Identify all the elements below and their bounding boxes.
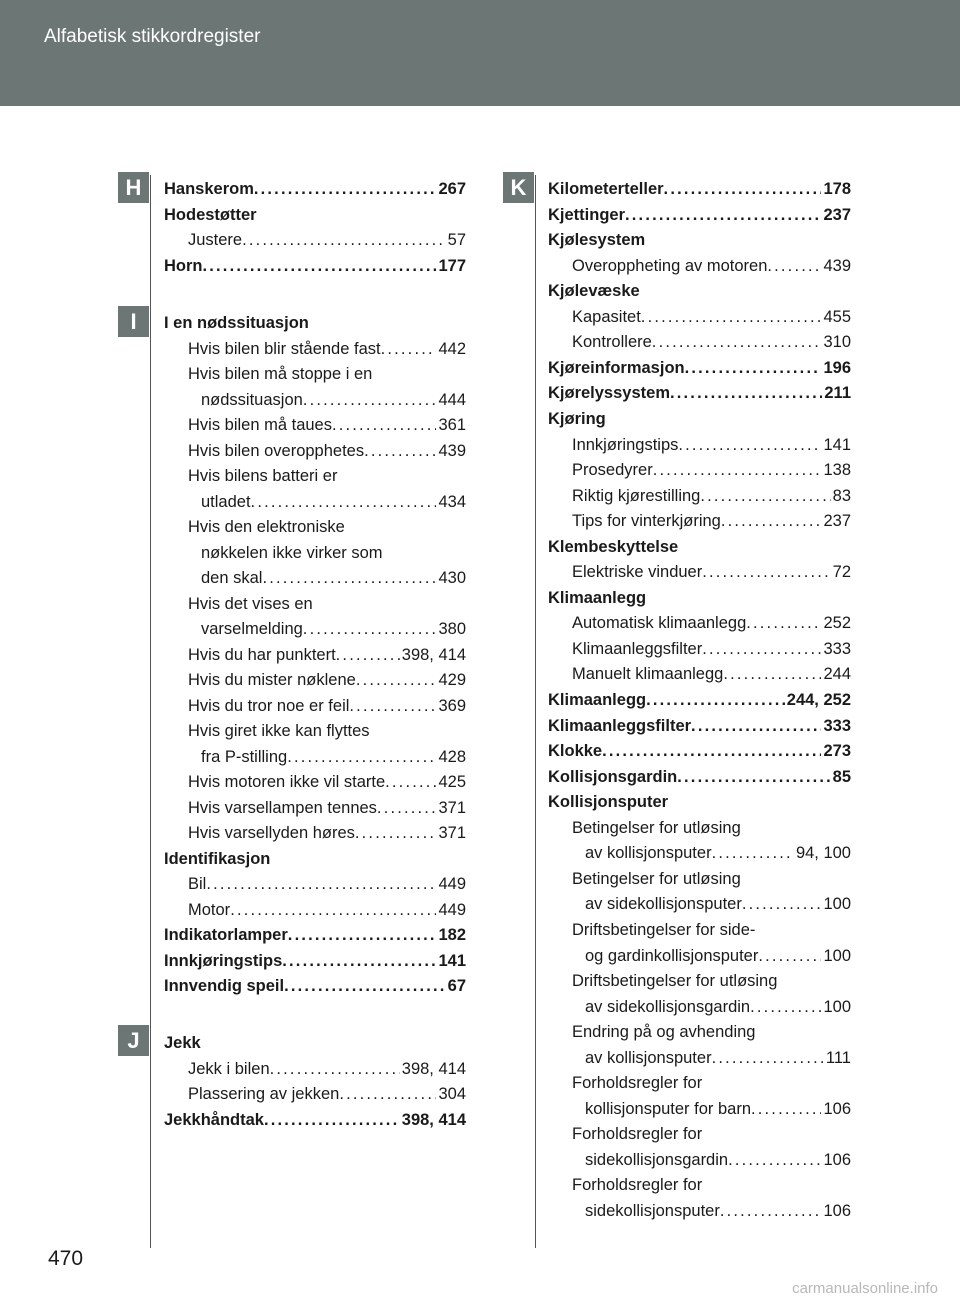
index-entry-label: Driftsbetingelser for side-: [572, 920, 756, 939]
index-entry-label: sidekollisjonsputer: [585, 1202, 720, 1220]
index-entry: [188, 821, 466, 847]
index-entry: [188, 872, 466, 898]
index-entry: [572, 305, 851, 331]
dot-leader: [720, 1199, 822, 1225]
index-entry: [585, 995, 851, 1021]
index-entry-label: Justere: [188, 231, 243, 249]
index-entry-label: Kjettinger: [548, 205, 626, 224]
dot-leader: [264, 1108, 400, 1134]
index-entry-label: Elektriske vinduer: [572, 563, 703, 582]
index-entry-page: 138: [823, 461, 851, 480]
index-entry: [188, 643, 466, 669]
index-entry: [572, 509, 851, 535]
dot-leader: [339, 1082, 436, 1108]
index-entry-label: Kollisjonsputer: [548, 793, 669, 812]
index-entry-page: 442: [438, 340, 466, 358]
index-entry-label: Forholdsregler for: [572, 1074, 703, 1093]
index-entry: [188, 228, 466, 254]
index-entry: [164, 847, 466, 873]
dot-leader: [251, 490, 437, 516]
index-entry-label: Klembeskyttelse: [548, 537, 679, 556]
index-entry: [548, 765, 851, 791]
dot-leader: [602, 739, 821, 765]
dot-leader: [767, 254, 821, 280]
index-entry-label: Klimaanleggsfilter: [572, 639, 703, 658]
index-entry: [164, 177, 466, 203]
index-entry-label: Bil: [188, 875, 207, 893]
dot-leader: [685, 356, 822, 382]
index-entry: [164, 1108, 466, 1134]
index-entry-label: Automatisk klimaanlegg: [572, 614, 747, 633]
index-entry: [548, 714, 851, 740]
dot-leader: [242, 228, 446, 254]
index-entry: [572, 1020, 851, 1046]
index-entry: [585, 1199, 851, 1225]
index-entry-page: 449: [438, 901, 466, 919]
dot-leader: [287, 745, 436, 771]
index-entry-label: Kjølevæske: [548, 282, 640, 301]
dot-leader: [303, 388, 437, 414]
index-entry: [201, 490, 466, 516]
dot-leader: [758, 944, 821, 970]
index-entry-label: av sidekollisjonsgardin: [585, 997, 751, 1016]
index-entry: [572, 254, 851, 280]
dot-leader: [364, 439, 436, 465]
index-entry-label: Hvis du mister nøklene: [188, 671, 356, 689]
index-entry-label: av kollisjonsputer: [585, 1048, 712, 1067]
index-entry-label: Kjøring: [548, 409, 606, 428]
index-entry-page: 273: [823, 742, 851, 761]
dot-leader: [377, 796, 437, 822]
index-entry-page: 398, 414: [401, 1111, 466, 1129]
index-entry-label: Kjørelyssystem: [548, 384, 670, 403]
index-entry-label: Hvis giret ikke kan flyttes: [188, 722, 370, 740]
index-entry: [585, 892, 851, 918]
index-entry-label: Betingelser for utløsing: [572, 818, 741, 837]
index-entry-label: Kjølesystem: [548, 231, 646, 250]
index-entry-page: 94, 100: [795, 844, 851, 863]
dot-leader: [712, 841, 794, 867]
index-entry-page: 182: [438, 926, 466, 944]
index-entry-label: Identifikasjon: [164, 850, 271, 868]
index-entry-page: 237: [823, 512, 851, 531]
index-entry-label: Hvis bilens batteri er: [188, 467, 338, 485]
index-entry-label: nødssituasjon: [201, 391, 303, 409]
index-entry-label: Kjøreinformasjon: [548, 358, 685, 377]
header-bar: [0, 0, 960, 106]
index-entry-label: fra P-stilling: [201, 748, 288, 766]
index-entry-page: 244, 252: [786, 691, 851, 709]
index-entry-label: Hvis bilen må stoppe i en: [188, 365, 373, 383]
index-entry: [572, 662, 851, 688]
index-entry-page: 439: [438, 442, 466, 460]
index-entry-page: 398, 414: [401, 646, 466, 664]
dot-leader: [670, 381, 822, 407]
index-entry: [188, 592, 466, 618]
dot-leader: [203, 254, 437, 280]
index-entry-label: Prosedyrer: [572, 461, 653, 480]
index-entry-label: Jekkhåndtak: [164, 1111, 264, 1129]
index-entry: [201, 541, 466, 567]
index-entry: [188, 413, 466, 439]
index-entry-label: Plassering av jekken: [188, 1085, 340, 1103]
index-entry-page: 83: [832, 486, 851, 505]
index-entry-page: 67: [447, 977, 466, 995]
index-entry-label: den skal: [201, 569, 263, 587]
index-entry-label: av sidekollisjonsputer: [585, 895, 742, 914]
index-entry-page: 141: [438, 952, 466, 970]
letter-tab-j: J: [118, 1025, 149, 1056]
index-entry-label: Hvis du har punktert: [188, 646, 336, 664]
index-entry-page: 371: [438, 824, 466, 842]
index-entry-page: 333: [823, 639, 851, 658]
index-entry-label: Endring på og avhending: [572, 1023, 756, 1042]
index-entry: [548, 790, 851, 816]
index-entry: [572, 918, 851, 944]
index-entry-label: Driftsbetingelser for utløsing: [572, 972, 778, 991]
index-entry: [188, 337, 466, 363]
index-entry: [585, 1148, 851, 1174]
page-number: 470: [48, 1247, 84, 1270]
index-entry: [164, 923, 466, 949]
index-entry: [585, 944, 851, 970]
index-entry-label: varselmelding: [201, 620, 303, 638]
index-entry-label: Horn: [164, 257, 203, 275]
index-entry-label: Innkjøringstips: [164, 952, 283, 970]
index-entry: [572, 484, 851, 510]
index-entry-page: 196: [823, 358, 851, 377]
index-entry: [548, 407, 851, 433]
index-entry: [585, 841, 851, 867]
index-entry: [572, 1122, 851, 1148]
index-entry: [188, 668, 466, 694]
dot-leader: [284, 974, 446, 1000]
index-entry-page: 371: [438, 799, 466, 817]
index-entry-label: Motor: [188, 901, 231, 919]
index-entry-page: 455: [823, 307, 851, 326]
dot-leader: [385, 770, 436, 796]
index-entry-label: Klokke: [548, 742, 603, 761]
dot-leader: [270, 1057, 400, 1083]
dot-leader: [702, 560, 830, 586]
index-entry-page: 252: [823, 614, 851, 633]
index-entry-label: Overoppheting av motoren: [572, 256, 768, 275]
index-entry: [164, 1031, 466, 1057]
dot-leader: [652, 330, 822, 356]
dot-leader: [336, 643, 400, 669]
index-entry: [201, 617, 466, 643]
index-entry: [572, 433, 851, 459]
index-entry: [188, 898, 466, 924]
index-entry-label: Hvis den elektroniske: [188, 518, 345, 536]
index-entry: [188, 1057, 466, 1083]
index-entry-label: Manuelt klimaanlegg: [572, 665, 724, 684]
index-entry-page: 429: [438, 671, 466, 689]
index-entry-page: 178: [823, 180, 851, 198]
index-entry-page: 428: [438, 748, 466, 766]
index-entry: [572, 816, 851, 842]
index-entry-label: Kilometerteller: [548, 180, 664, 198]
dot-leader: [381, 337, 437, 363]
index-entry-label: Hvis varsellampen tennes: [188, 799, 377, 817]
column-rule-right: [535, 175, 536, 1248]
index-entry: [164, 203, 466, 229]
index-entry: [548, 739, 851, 765]
index-entry: [572, 969, 851, 995]
index-entry-page: 237: [823, 205, 851, 224]
index-entry-page: 72: [832, 563, 851, 582]
index-entry-page: 267: [438, 180, 466, 198]
index-entry: [548, 535, 851, 561]
index-entry-label: Kontrollere: [572, 333, 652, 352]
index-entry-page: 430: [438, 569, 466, 587]
dot-leader: [677, 765, 830, 791]
index-entry-page: 398, 414: [401, 1060, 466, 1078]
index-entry-label: nøkkelen ikke virker som: [201, 544, 383, 562]
index-entry-label: og gardinkollisjonsputer: [585, 946, 759, 965]
index-entry-label: Riktig kjørestilling: [572, 486, 701, 505]
dot-leader: [700, 484, 830, 510]
dot-leader: [288, 923, 437, 949]
dot-leader: [206, 872, 436, 898]
dot-leader: [653, 458, 822, 484]
index-entry: [201, 388, 466, 414]
index-entry-label: Hvis du tror noe er feil: [188, 697, 350, 715]
index-entry-label: Klimaanlegg: [548, 691, 647, 709]
index-entry-page: 100: [823, 997, 851, 1016]
index-entry-page: 304: [438, 1085, 466, 1103]
index-entry-label: sidekollisjonsgardin: [585, 1150, 729, 1169]
index-entry-label: Hvis det vises en: [188, 595, 313, 613]
index-entry-label: Hvis bilen må taues: [188, 416, 332, 434]
dot-leader: [742, 892, 822, 918]
index-entry: [572, 611, 851, 637]
watermark: carmanualsonline.info: [792, 1280, 938, 1297]
index-entry: [548, 356, 851, 382]
dot-leader: [712, 1046, 824, 1072]
index-entry-label: Hvis motoren ikke vil starte: [188, 773, 386, 791]
dot-leader: [746, 611, 821, 637]
index-entry: [548, 177, 851, 203]
index-entry: [188, 464, 466, 490]
dot-leader: [702, 637, 821, 663]
index-entry-label: Hvis bilen blir stående fast: [188, 340, 381, 358]
index-entry-page: 444: [438, 391, 466, 409]
index-entry-label: kollisjonsputer for barn: [585, 1099, 751, 1118]
dot-leader: [728, 1148, 821, 1174]
dot-leader: [721, 509, 822, 535]
index-entry-page: 244: [823, 665, 851, 684]
index-entry-page: 449: [438, 875, 466, 893]
index-entry-label: Klimaanleggsfilter: [548, 716, 692, 735]
column-rule-left: [150, 175, 151, 1248]
index-entry: [188, 362, 466, 388]
letter-tab-h: H: [118, 172, 149, 203]
dot-leader: [691, 714, 821, 740]
index-entry-label: Jekk i bilen: [188, 1060, 270, 1078]
index-entry: [548, 279, 851, 305]
index-entry-page: 439: [823, 256, 851, 275]
index-entry: [188, 1082, 466, 1108]
index-entry-page: 141: [823, 435, 851, 454]
index-entry-label: Tips for vinterkjøring: [572, 512, 721, 531]
dot-leader: [332, 413, 436, 439]
index-entry: [164, 311, 466, 337]
index-entry: [188, 515, 466, 541]
index-entry: [548, 381, 851, 407]
dot-leader: [751, 1097, 821, 1123]
index-entry: [572, 1173, 851, 1199]
index-entry: [548, 586, 851, 612]
index-entry: [201, 745, 466, 771]
dot-leader: [723, 662, 821, 688]
dot-leader: [356, 668, 437, 694]
index-entry-label: Innvendig speil: [164, 977, 285, 995]
index-entry: [572, 458, 851, 484]
index-entry: [188, 719, 466, 745]
index-entry-page: 100: [823, 946, 851, 965]
index-entry-page: 211: [824, 384, 851, 403]
index-entry: [572, 637, 851, 663]
index-entry: [548, 228, 851, 254]
dot-leader: [282, 949, 436, 975]
index-entry-label: Hanskerom: [164, 180, 254, 198]
index-entry-label: Innkjøringstips: [572, 435, 679, 454]
dot-leader: [664, 177, 822, 203]
index-entry: [201, 566, 466, 592]
index-entry-page: 85: [832, 767, 851, 786]
dot-leader: [646, 688, 785, 714]
index-entry: [585, 1046, 851, 1072]
dot-leader: [641, 305, 822, 331]
index-entry: [164, 974, 466, 1000]
index-entry-page: 106: [823, 1099, 851, 1118]
dot-leader: [230, 898, 436, 924]
index-entry: [164, 254, 466, 280]
index-entry: [548, 203, 851, 229]
dot-leader: [625, 203, 821, 229]
letter-tab-k: K: [503, 172, 534, 203]
index-entry-label: Indikatorlamper: [164, 926, 288, 944]
index-entry-page: 177: [438, 257, 466, 275]
index-entry-page: 106: [823, 1150, 851, 1169]
dot-leader: [678, 433, 821, 459]
index-entry-label: Kapasitet: [572, 307, 641, 326]
index-entry-page: 310: [823, 333, 851, 352]
dot-leader: [262, 566, 436, 592]
index-entry-page: 333: [823, 716, 851, 735]
index-entry-label: Hvis bilen overopphetes: [188, 442, 365, 460]
index-entry-label: Hodestøtter: [164, 206, 257, 224]
index-entry-page: 111: [825, 1048, 851, 1067]
index-entry-page: 380: [438, 620, 466, 638]
index-entry-page: 434: [438, 493, 466, 511]
dot-leader: [254, 177, 437, 203]
index-entry-label: Forholdsregler for: [572, 1176, 703, 1195]
index-entry: [548, 688, 851, 714]
index-entry-page: 369: [438, 697, 466, 715]
index-entry-page: 361: [438, 416, 466, 434]
index-entry-label: Kollisjonsgardin: [548, 767, 678, 786]
index-entry-page: 100: [823, 895, 851, 914]
section-title: Alfabetisk stikkordregister: [44, 26, 261, 47]
index-entry-label: Betingelser for utløsing: [572, 869, 741, 888]
dot-leader: [303, 617, 437, 643]
index-entry-page: 57: [447, 231, 466, 249]
index-entry: [585, 1097, 851, 1123]
dot-leader: [750, 995, 821, 1021]
dot-leader: [349, 694, 436, 720]
index-entry: [188, 796, 466, 822]
dot-leader: [355, 821, 437, 847]
index-entry: [572, 560, 851, 586]
index-entry: [164, 949, 466, 975]
index-entry-label: Jekk: [164, 1034, 201, 1052]
index-entry-label: I en nødssituasjon: [164, 314, 309, 332]
index-entry-label: av kollisjonsputer: [585, 844, 712, 863]
index-entry-page: 425: [438, 773, 466, 791]
index-entry-label: Klimaanlegg: [548, 588, 647, 607]
index-entry-label: Forholdsregler for: [572, 1125, 703, 1144]
letter-tab-i: I: [118, 306, 149, 337]
index-entry-label: Hvis varsellyden høres: [188, 824, 355, 842]
index-entry-page: 106: [823, 1202, 851, 1220]
index-entry: [188, 770, 466, 796]
index-entry: [188, 439, 466, 465]
index-entry: [572, 1071, 851, 1097]
index-entry: [188, 694, 466, 720]
index-entry: [572, 330, 851, 356]
index-entry: [572, 867, 851, 893]
index-entry-label: utladet: [201, 493, 251, 511]
